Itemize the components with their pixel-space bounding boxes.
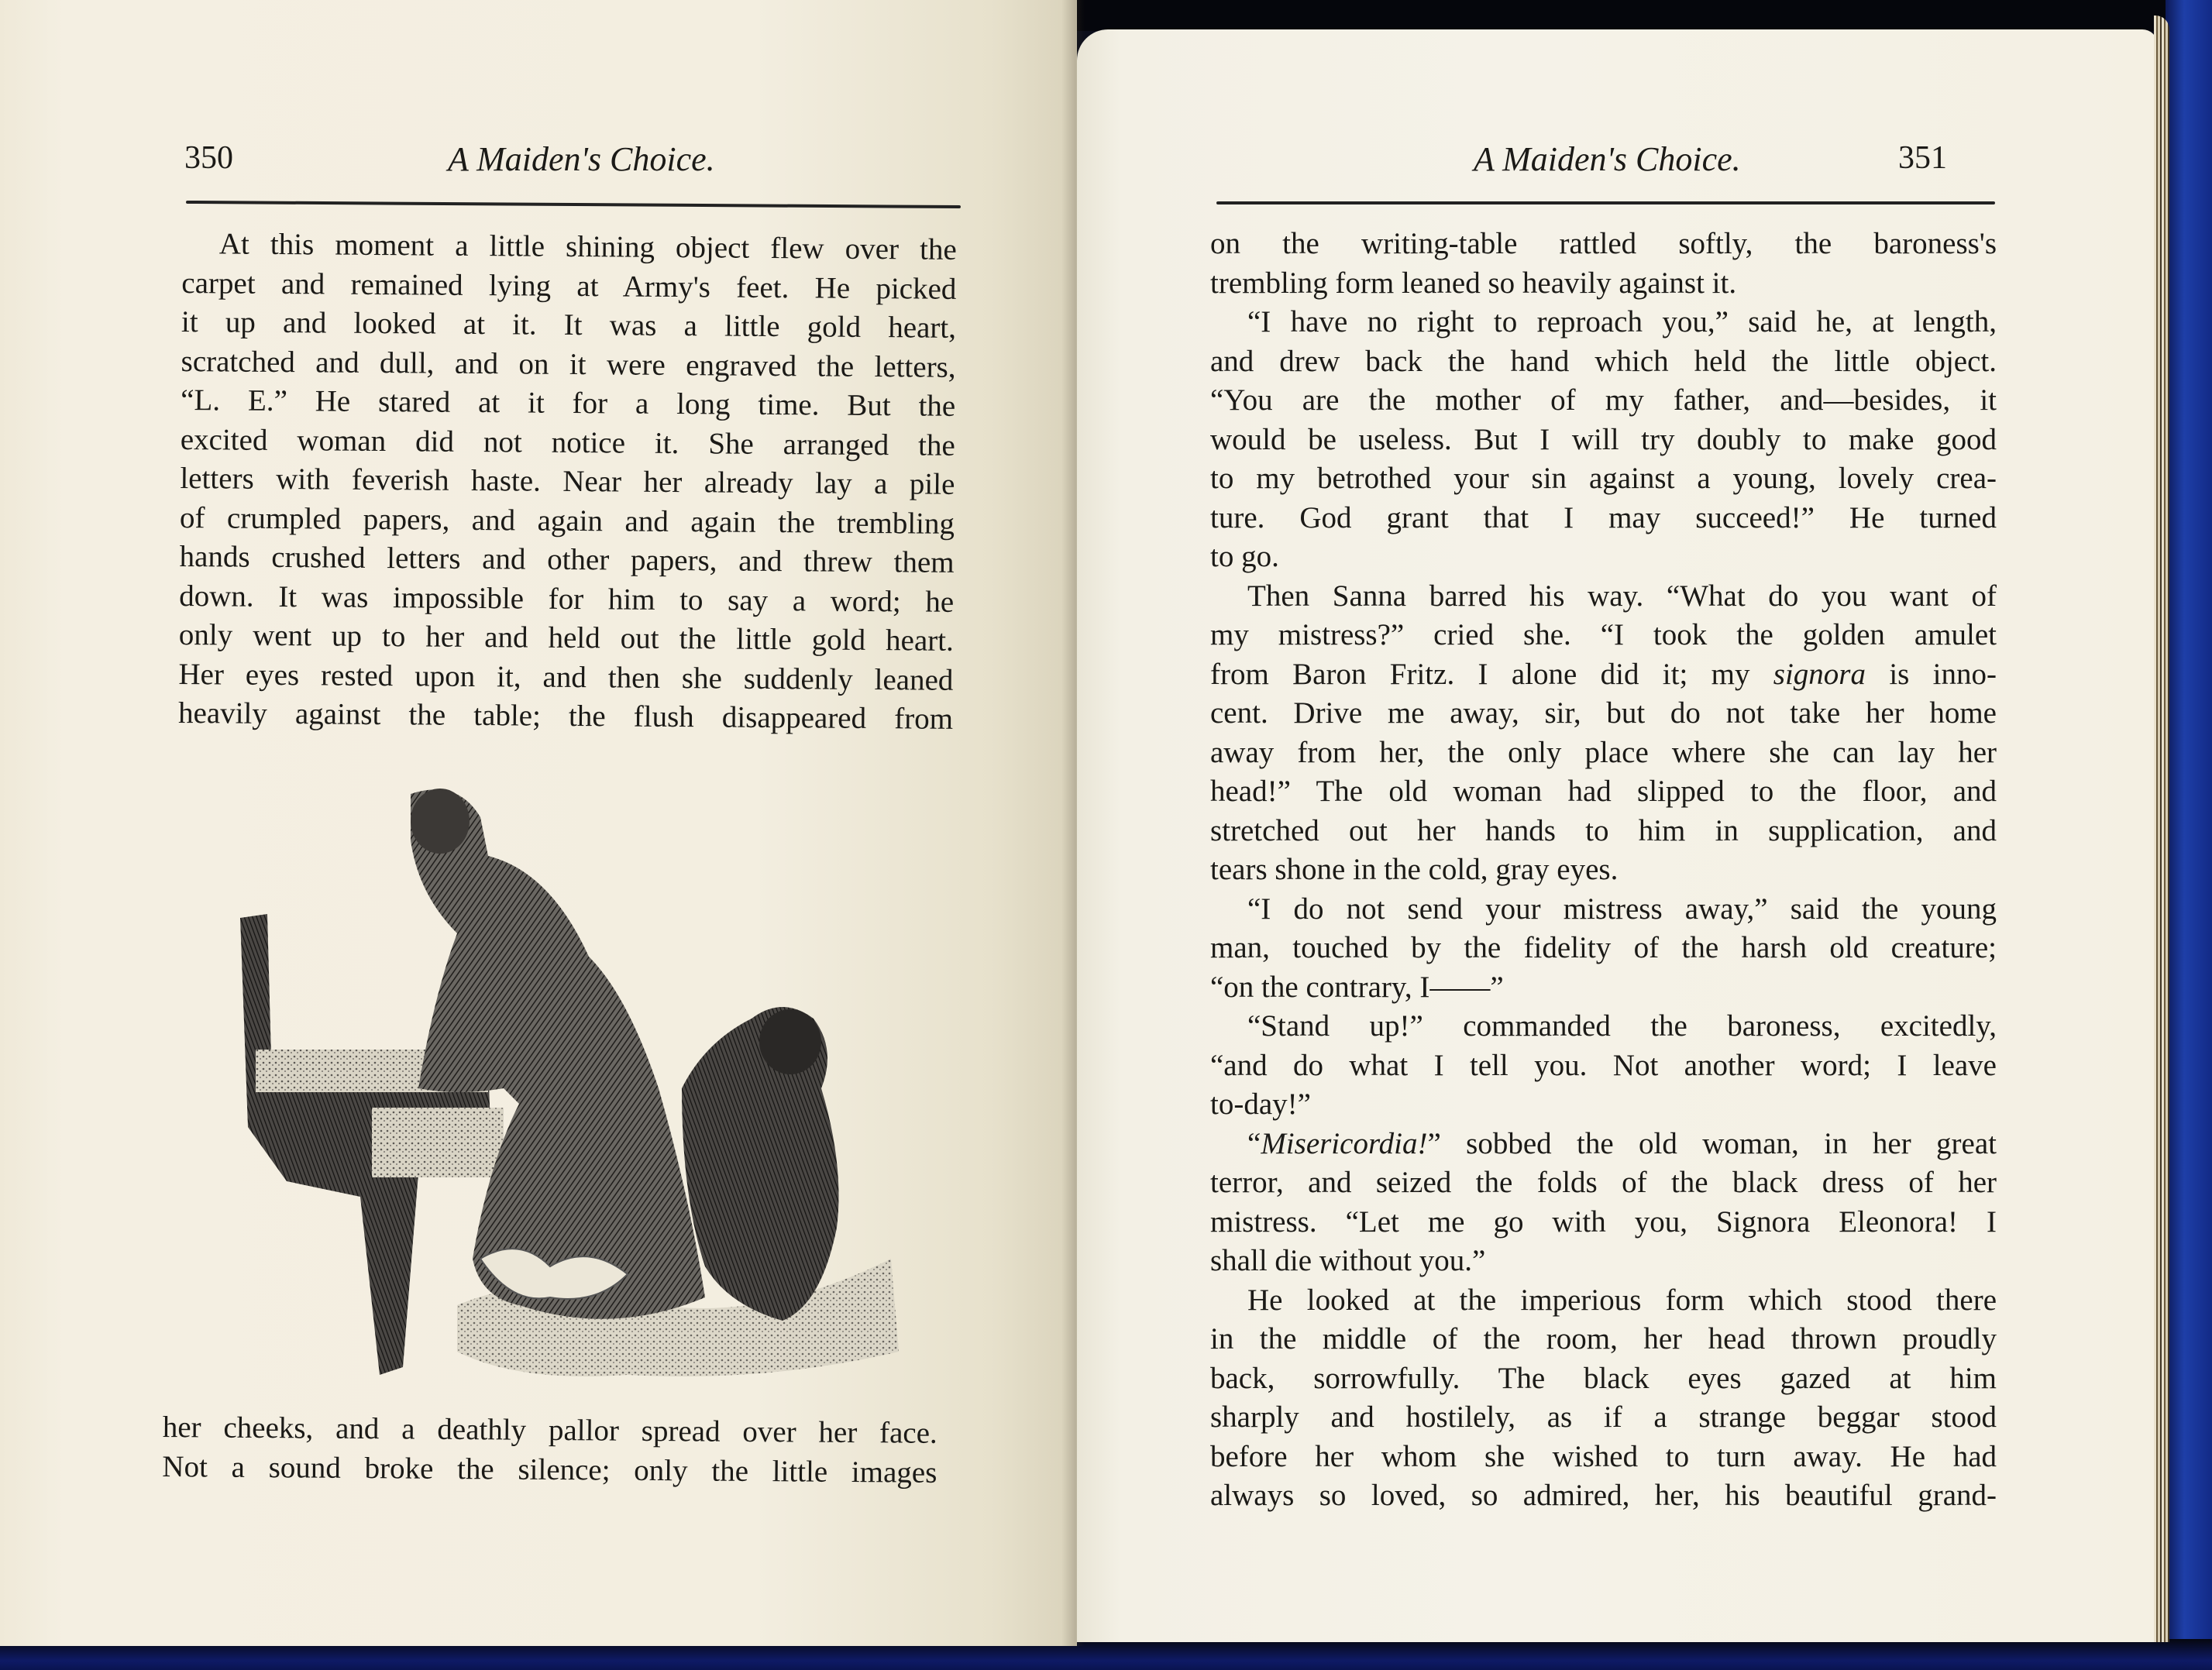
text-line: before her whom she wished to turn away. He had <box>1210 1439 1997 1473</box>
text-line: carpet and remained lying at Army's feet. He picked <box>181 266 957 306</box>
text-line: in the middle of the room, her head thrown proudly <box>1210 1322 1997 1356</box>
text-line: back, sorrowfully. The black eyes gazed at him <box>1210 1361 1997 1395</box>
text-line: scratched and dull, and on it were engraved the letters, <box>181 344 956 384</box>
text-line: and drew back the hand which held the little object. <box>1210 344 1997 378</box>
text-line: stretched out her hands to him in supplication, and <box>1210 813 1997 847</box>
text-line: Her eyes rested upon it, and then she suddenly leaned <box>178 657 954 697</box>
text-run: “ <box>1247 1126 1261 1160</box>
text-run: from Baron Fritz. I alone did it; my <box>1210 657 1773 691</box>
text-line: “Stand up!” commanded the baroness, excitedly, <box>1247 1009 1997 1043</box>
text-line: only went up to her and held out the little gold heart. <box>178 617 954 658</box>
text-run: is inno- <box>1866 657 1997 691</box>
text-line: of crumpled papers, and again and again the trembling <box>179 500 955 541</box>
text-line: “I do not send your mistress away,” said the young <box>1247 892 1997 926</box>
text-line: head!” The old woman had slipped to the floor, and <box>1210 775 1997 808</box>
text-line: “I have no right to reproach you,” said he, at length, <box>1247 305 1997 338</box>
text-line: heavily against the table; the flush disappeared from <box>177 696 954 736</box>
book-cover-edge <box>2166 0 2212 1670</box>
text-line: excited woman did not notice it. She arranged the <box>180 422 955 462</box>
left-page <box>0 0 1077 1646</box>
running-head-left: A Maiden's Choice. <box>448 140 715 178</box>
page-number-left: 350 <box>184 140 233 176</box>
text-line: cent. Drive me away, sir, but do not take her home <box>1210 696 1997 730</box>
text-line: tears shone in the cold, gray eyes. <box>1210 853 1619 886</box>
text-line: to-day!” <box>1210 1088 1311 1121</box>
text-line: letters with feverish haste. Near her already lay a pile <box>180 461 955 501</box>
text-line: terror, and seized the folds of the black dress of her <box>1210 1166 1997 1199</box>
right-page-text <box>1210 225 1997 1516</box>
page-edges <box>2154 15 2169 1642</box>
text-line: on the writing-table rattled softly, the baroness's <box>1210 227 1997 260</box>
text-line: trembling form leaned so heavily against it. <box>1210 266 1737 300</box>
page-number-right: 351 <box>1898 140 1947 176</box>
italic-word: Misericordia! <box>1261 1126 1428 1160</box>
text-line: would be useless. But I will try doubly to make good <box>1210 422 1997 456</box>
text-run: ” sobbed the old woman, in her great <box>1427 1126 1997 1160</box>
text-line: sharply and hostilely, as if a strange beggar stood <box>1210 1400 1997 1434</box>
text-line: man, touched by the fidelity of the harsh old creature; <box>1210 931 1997 964</box>
text-line: mistress. “Let me go with you, Signora Eleonora! I <box>1210 1204 1997 1239</box>
running-head-right: A Maiden's Choice. <box>1474 140 1741 178</box>
text-line: to go. <box>1210 540 1279 573</box>
text-line: “on the contrary, I——” <box>1210 970 1504 1004</box>
text-line: my mistress?” cried she. “I took the golden amulet <box>1210 618 1997 651</box>
text-line: He looked at the imperious form which stood there <box>1247 1283 1997 1317</box>
text-line: shall die without you.” <box>1210 1244 1486 1277</box>
text-line: Not a sound broke the silence; only the little images <box>162 1449 937 1490</box>
illustration-woman <box>411 789 705 1318</box>
text-line: down. It was impossible for him to say a word; he <box>179 579 955 619</box>
header-rule-left <box>186 201 961 208</box>
book-cover-top <box>1069 0 2212 31</box>
text-line: Then Sanna barred his way. “What do you want of <box>1247 579 1997 613</box>
text-line: “You are the mother of my father, and—besides, it <box>1210 383 1997 417</box>
text-line: to my betrothed your sin against a young, lovely crea- <box>1210 462 1997 495</box>
text-line: At this moment a little shining object flew over the <box>218 227 957 266</box>
text-line: it up and looked at it. It was a little gold heart, <box>181 304 957 345</box>
left-page-text-top <box>178 225 957 739</box>
illustration-engraving <box>225 763 906 1383</box>
text-line: “and do what I tell you. Not another word; I leave <box>1210 1048 1997 1082</box>
text-line: “L. E.” He stared at it for a long time. But the <box>181 383 956 423</box>
text-line: away from her, the only place where she can lay her <box>1210 735 1997 769</box>
text-line: her cheeks, and a deathly pallor spread over her face. <box>162 1410 937 1450</box>
header-rule-right <box>1216 201 1995 204</box>
italic-word: signora <box>1773 657 1866 691</box>
text-line: always so loved, so admired, her, his beautiful grand- <box>1210 1479 1997 1512</box>
left-page-text-bottom <box>162 1408 937 1493</box>
text-line: ture. God grant that I may succeed!” He turned <box>1210 500 1997 534</box>
text-line: hands crushed letters and other papers, and threw them <box>179 539 955 579</box>
text-line <box>1210 1125 1997 1164</box>
text-line <box>1210 655 1997 695</box>
right-page <box>1077 29 2158 1642</box>
